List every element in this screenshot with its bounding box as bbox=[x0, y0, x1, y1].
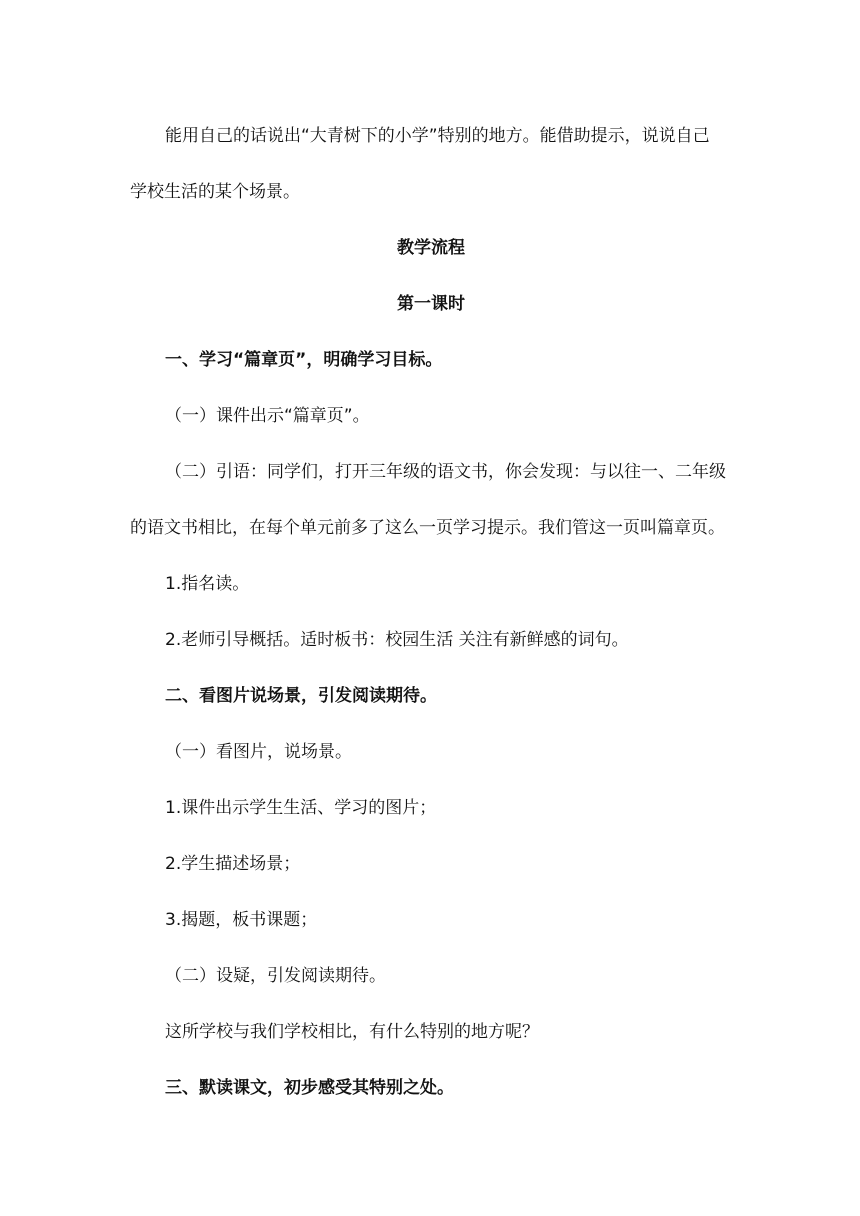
section-2-title: 二、看图片说场景，引发阅读期待。 bbox=[165, 686, 437, 706]
section-1-item-1: （一）课件出示“篇章页”。 bbox=[165, 406, 370, 426]
section-2-step-1: 1.课件出示学生生活、学习的图片； bbox=[165, 798, 437, 818]
section-3-title: 三、默读课文，初步感受其特别之处。 bbox=[165, 1078, 454, 1098]
section-2-item-2: （二）设疑，引发阅读期待。 bbox=[165, 966, 386, 986]
heading-teaching-flow: 教学流程 bbox=[397, 238, 465, 258]
section-1-title: 一、学习“篇章页”，明确学习目标。 bbox=[165, 350, 443, 370]
section-2-step-3: 3.揭题，板书课题； bbox=[165, 910, 318, 930]
intro-line-2: 学校生活的某个场景。 bbox=[130, 182, 300, 202]
section-1-step-1: 1.指名读。 bbox=[165, 574, 250, 594]
section-2-item-1: （一）看图片，说场景。 bbox=[165, 742, 352, 762]
section-1-item-2-line-2: 的语文书相比，在每个单元前多了这么一页学习提示。我们管这一页叫篇章页。 bbox=[130, 518, 725, 538]
section-2-question: 这所学校与我们学校相比，有什么特别的地方呢？ bbox=[165, 1022, 539, 1042]
section-1-item-2-line-1: （二）引语：同学们，打开三年级的语文书，你会发现：与以往一、二年级 bbox=[165, 462, 726, 482]
intro-line-1: 能用自己的话说出“大青树下的小学”特别的地方。能借助提示，说说自己 bbox=[165, 126, 710, 146]
section-1-step-2: 2.老师引导概括。适时板书：校园生活 关注有新鲜感的词句。 bbox=[165, 630, 629, 650]
heading-first-lesson: 第一课时 bbox=[397, 294, 465, 314]
document-page bbox=[130, 108, 732, 1116]
section-2-step-2: 2.学生描述场景； bbox=[165, 854, 301, 874]
